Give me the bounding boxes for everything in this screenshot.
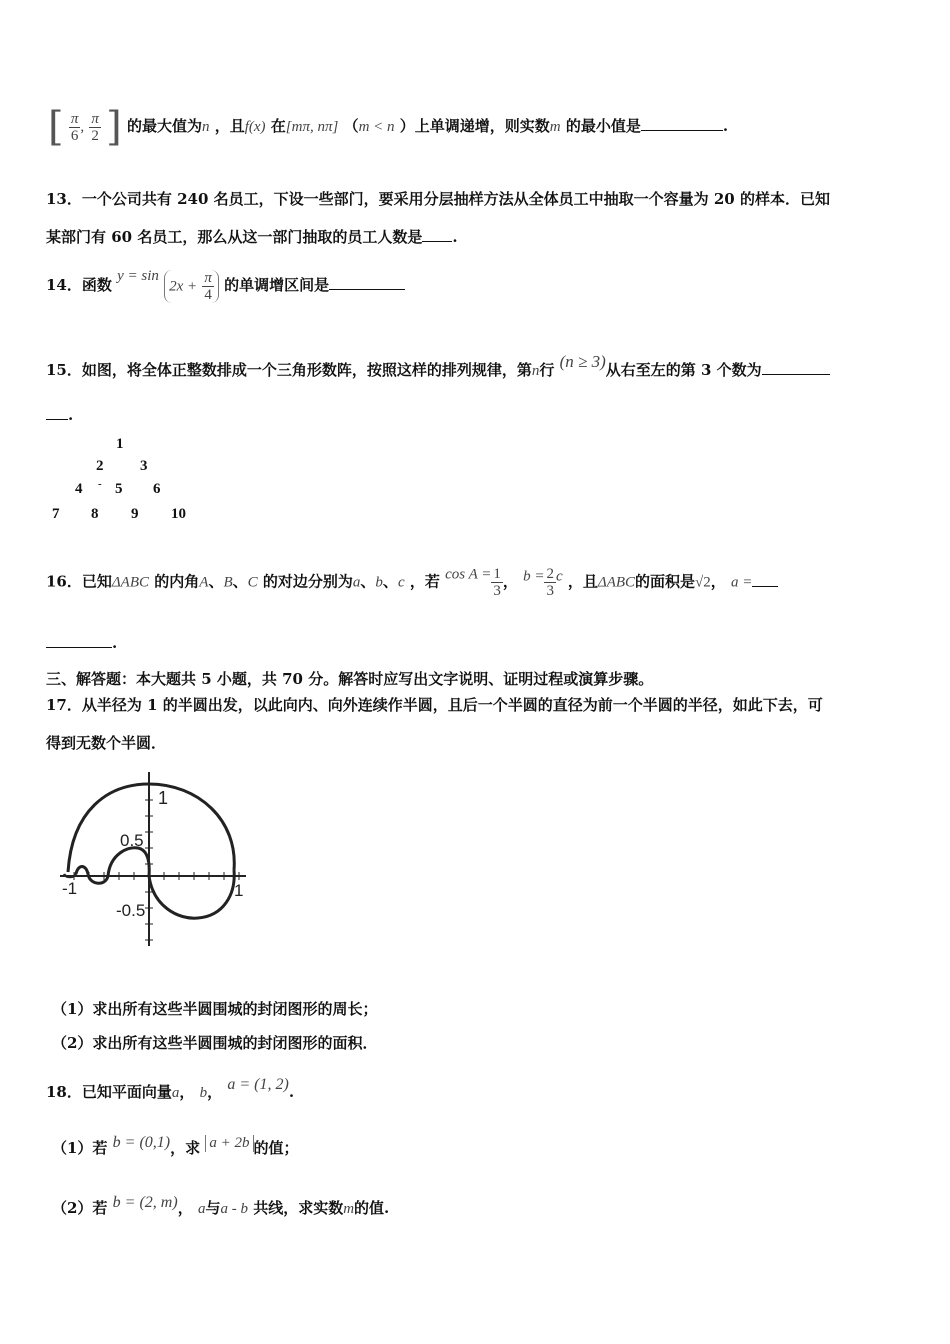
answer-blank[interactable] <box>329 288 405 290</box>
inner: 2x + <box>169 278 198 294</box>
text: ， <box>502 572 518 591</box>
text: 、 <box>360 572 376 591</box>
func: y = sin <box>117 268 159 284</box>
label-y-half: 0.5 <box>120 831 144 850</box>
text: 18．已知平面向量 <box>46 1083 172 1101</box>
b-value: b = (0,1) <box>112 1134 171 1151</box>
text: ， <box>710 572 726 591</box>
var: a <box>352 574 361 591</box>
tri-num: 1 <box>116 436 124 452</box>
semicircle-r-quarter <box>108 848 149 876</box>
q17-sub2: （2）求出所有这些半圆围城的封闭图形的面积． <box>52 1034 378 1052</box>
var: a <box>197 1201 206 1217</box>
answer-blank[interactable] <box>422 240 452 242</box>
fx: f(x) <box>244 119 266 135</box>
text: （1）若 <box>52 1139 108 1157</box>
axis-ticks <box>74 784 239 940</box>
text: . <box>452 228 458 246</box>
text: . <box>288 1083 295 1101</box>
tri-num: 5 <box>115 481 123 497</box>
sqrt-2: √2 <box>695 574 711 591</box>
text: ，且 <box>214 117 245 135</box>
q16 <box>46 566 778 599</box>
tri-num: 2 <box>96 458 104 474</box>
text: 的内角 <box>154 572 200 591</box>
semicircle-r-sixteenth <box>76 867 88 875</box>
text: 在 <box>270 117 286 135</box>
label-y-neghalf: -0.5 <box>116 901 146 920</box>
frac-1-3: $\frac{1}{3}$ <box>493 566 501 599</box>
text: ）上单调递增，则实数 <box>399 117 550 135</box>
var-m: m <box>549 119 561 135</box>
answer-blank[interactable] <box>752 585 778 587</box>
text: 的对边分别为 <box>262 572 353 591</box>
expr: a - b <box>220 1201 248 1217</box>
text: 、 <box>232 572 248 591</box>
b-value: b = (2, m) <box>112 1194 178 1211</box>
semicircle-r-half <box>149 870 234 918</box>
text: 的单调增区间是 <box>224 276 330 294</box>
text: 、 <box>208 572 224 591</box>
tri-num: 8 <box>91 506 99 522</box>
tri-num: - <box>98 478 102 490</box>
triangle-symbol: ΔABC <box>111 574 150 591</box>
text: 的最小值是 <box>565 117 641 135</box>
text: ， <box>179 1083 195 1101</box>
a-expr: a = <box>731 574 753 591</box>
text: . <box>112 634 118 652</box>
text: 的值； <box>253 1139 299 1157</box>
semicircle-figure <box>58 770 258 950</box>
text: （ <box>343 117 359 135</box>
q18-sub1 <box>52 1134 299 1158</box>
q15-cont <box>46 406 73 424</box>
var: C <box>247 574 258 591</box>
frac-pi-4: $\frac{\pi}{4}$ <box>204 269 212 303</box>
text: ， <box>177 1199 193 1217</box>
interval: [mπ, nπ] <box>285 119 339 135</box>
q16-cont <box>46 634 117 652</box>
answer-blank-cont[interactable] <box>46 646 112 648</box>
text: 共线，求实数 <box>253 1199 344 1217</box>
var: c <box>397 574 405 591</box>
tri-num: 7 <box>52 506 60 522</box>
q13-line2 <box>46 226 458 247</box>
answer-blank[interactable] <box>641 129 723 131</box>
q17-sub1: （1）求出所有这些半圆围城的封闭图形的周长； <box>52 1000 378 1018</box>
var: B <box>223 574 233 591</box>
a-value: a = (1, 2) <box>227 1076 289 1093</box>
tri-num: 6 <box>153 481 161 497</box>
var-n: n <box>531 363 540 379</box>
bracket-left: [ <box>48 104 64 150</box>
frac-pi-2: $\frac{\pi}{2}$ <box>91 110 99 144</box>
label-y-1: 1 <box>158 788 169 808</box>
frac-2-3: $\frac{2}{3}$ <box>546 566 554 599</box>
label-x-1: 1 <box>234 881 244 900</box>
text: 从右至左的第 3 个数为 <box>605 361 762 379</box>
var: c <box>555 568 563 585</box>
q18 <box>46 1076 294 1102</box>
cond: (n ≥ 3) <box>559 352 606 371</box>
triangle-symbol: ΔABC <box>597 574 636 591</box>
var: A <box>199 574 209 591</box>
tri-num: 4 <box>75 481 83 497</box>
text: 、 <box>382 572 398 591</box>
var: m <box>343 1201 355 1217</box>
abs-expr: a + 2b <box>205 1135 253 1152</box>
text: ，求 <box>170 1139 201 1157</box>
q13-line1: 13．一个公司共有 240 名员工，下设一些部门，要采用分层抽样方法从全体员工中抽取一个容量为 20 的样本．已知 <box>46 190 830 208</box>
text: （2）若 <box>52 1199 108 1217</box>
var-n: n <box>201 119 210 135</box>
q17-line2: 得到无数个半圆． <box>46 734 167 752</box>
q18-sub2 <box>52 1194 389 1218</box>
tri-num: 10 <box>171 506 186 522</box>
var: a <box>171 1085 180 1101</box>
q17-line1: 17．从半径为 1 的半圆出发，以此向内、向外连续作半圆，且后一个半圆的直径为前一个半圆的半径，如此下去，可 <box>46 696 823 714</box>
text: 的值. <box>354 1199 390 1217</box>
tri-num: 9 <box>131 506 139 522</box>
text: 与 <box>205 1199 221 1217</box>
text: 16．已知 <box>46 572 112 591</box>
semicircle-r1 <box>68 784 234 872</box>
q12-tail: [ $\frac{\pi}{6}$ , $\frac{\pi}{2}$ ] 的最大值为n ，且f(x) 在[mπ, nπ] （m < n ）上单调递增，则实数m 的最小值是 . <box>48 104 729 150</box>
cos-expr: cos A = <box>445 566 492 583</box>
answer-blank-cont[interactable] <box>46 418 68 420</box>
text: . <box>68 406 74 424</box>
paren-group <box>164 270 219 303</box>
bracket-right: ] <box>106 104 122 150</box>
text: ，若 <box>409 572 440 591</box>
label-x-neg1: -1 <box>62 879 78 898</box>
text: 行 <box>539 361 555 379</box>
text: 某部门有 60 名员工，那么从这一部门抽取的员工人数是 <box>46 228 423 246</box>
var: b <box>199 1085 208 1101</box>
text: ，且 <box>567 572 598 591</box>
text: 的最大值为 <box>126 117 202 135</box>
tri-num: 3 <box>140 458 148 474</box>
text: . <box>722 117 729 135</box>
var: b <box>375 574 383 591</box>
frac-pi-6: $\frac{\pi}{6}$ <box>70 110 79 144</box>
text: 15．如图，将全体正整数排成一个三角形数阵，按照这样的排列规律，第 <box>46 361 532 379</box>
q14 <box>46 268 405 303</box>
text: 的面积是 <box>635 572 696 591</box>
cond: m < n <box>358 119 395 135</box>
b-expr: b = <box>523 568 545 585</box>
text: 14．函数 <box>46 276 112 294</box>
answer-blank[interactable] <box>762 373 830 375</box>
q15 <box>46 352 830 380</box>
section3-heading: 三、解答题：本大题共 5 小题，共 70 分。解答时应写出文字说明、证明过程或演算步骤。 <box>46 670 654 688</box>
text: ， <box>207 1083 223 1101</box>
